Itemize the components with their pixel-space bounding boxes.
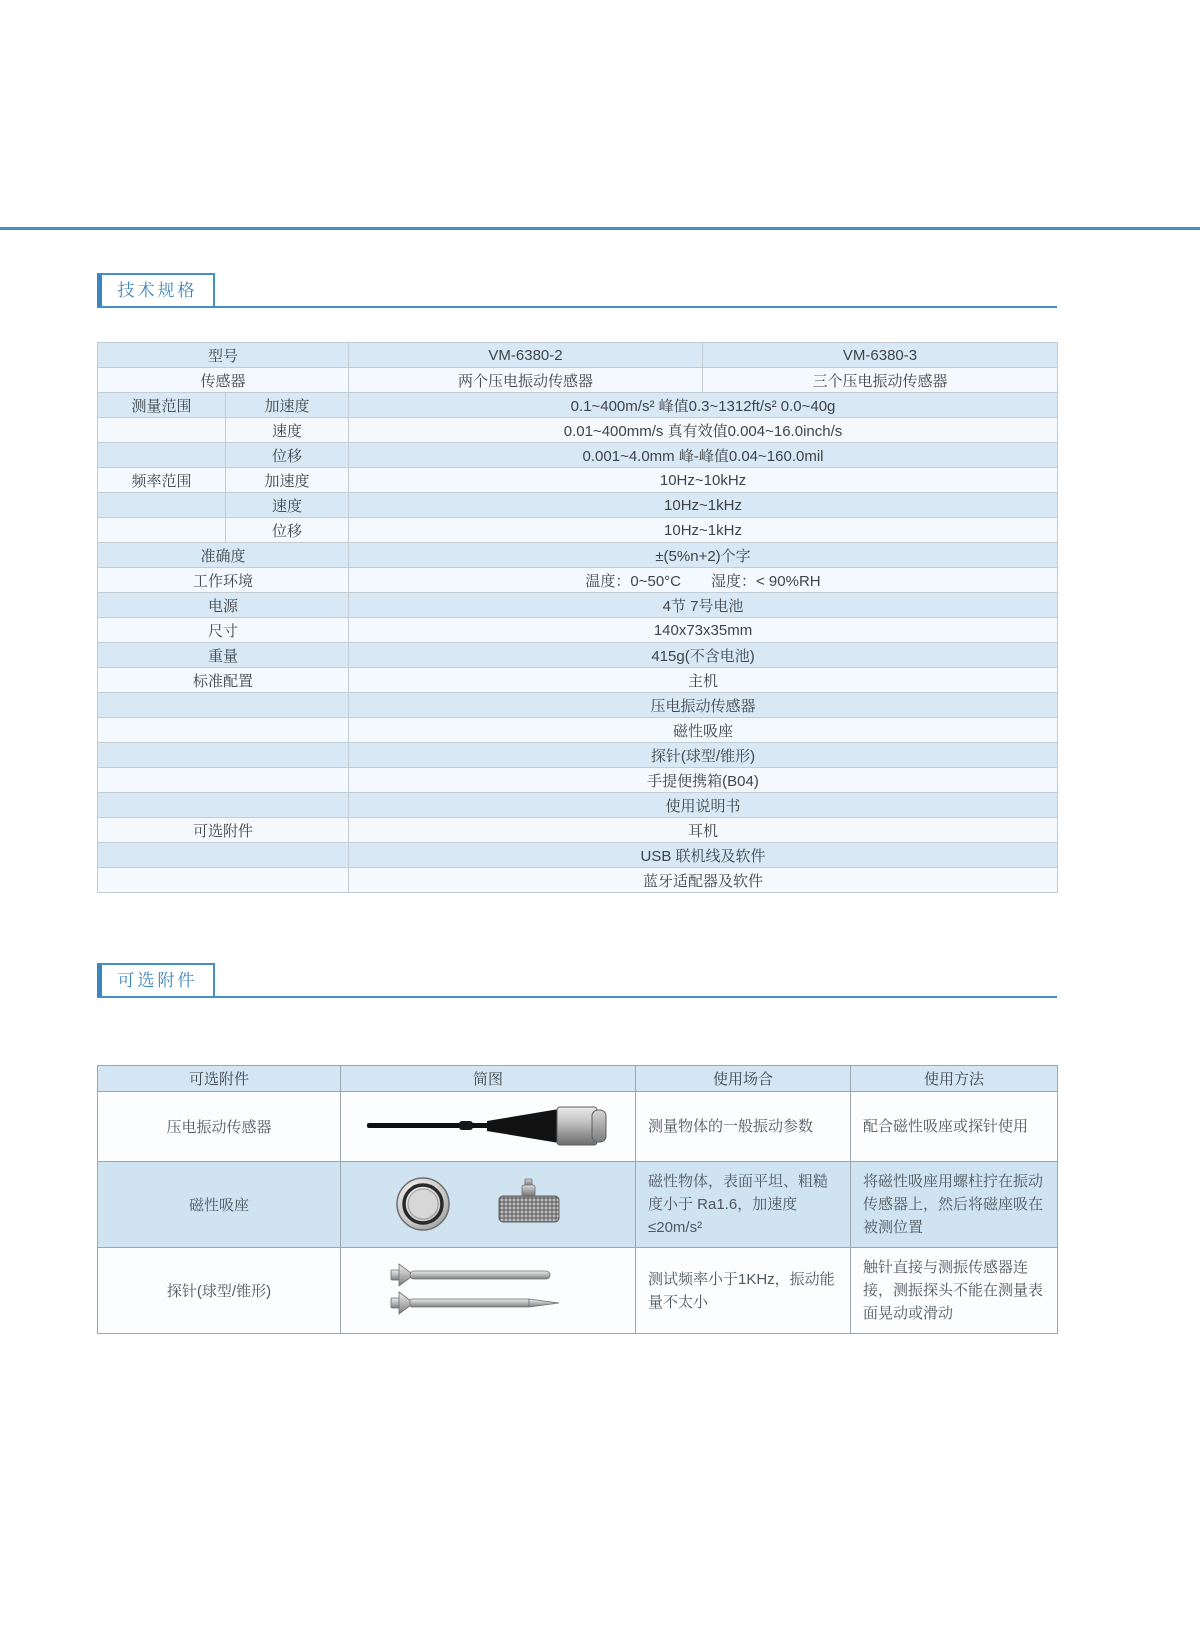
- spec-label: 传感器: [98, 368, 349, 393]
- specs-section-header: [97, 273, 1057, 308]
- spec-label: 准确度: [98, 543, 349, 568]
- accessories-table: [97, 1065, 1058, 1334]
- spec-value: 415g(不含电池): [349, 643, 1058, 668]
- accessory-image-cell: [341, 1162, 636, 1248]
- accessory-row: [98, 1092, 1058, 1162]
- spec-value: 蓝牙适配器及软件: [349, 868, 1058, 893]
- spec-value: ±(5%n+2)个字: [349, 543, 1058, 568]
- spec-row: [98, 418, 1058, 443]
- spec-label: [98, 693, 349, 718]
- piezo-sensor-image: [363, 1097, 613, 1153]
- spec-row: [98, 493, 1058, 518]
- spec-sub-label: 位移: [226, 518, 349, 543]
- spec-value: 0.1~400m/s² 峰值0.3~1312ft/s² 0.0~40g: [349, 393, 1058, 418]
- spec-row: [98, 593, 1058, 618]
- spec-row: [98, 843, 1058, 868]
- spec-model-3: VM-6380-3: [703, 343, 1058, 368]
- spec-label: 电源: [98, 593, 349, 618]
- accessory-scenario: 测试频率小于1KHz，振动能量不太小: [636, 1248, 851, 1334]
- spec-sub-label: 速度: [226, 493, 349, 518]
- spec-group-label: [98, 518, 226, 543]
- accessory-name: 压电振动传感器: [98, 1092, 341, 1162]
- spec-value: 探针(球型/锥形): [349, 743, 1058, 768]
- accessories-header-row: [98, 1066, 1058, 1092]
- spec-value: 磁性吸座: [349, 718, 1058, 743]
- spec-table: [97, 342, 1058, 893]
- spec-row: [98, 768, 1058, 793]
- spec-value: 10Hz~1kHz: [349, 493, 1058, 518]
- spec-row-model: [98, 343, 1058, 368]
- accessory-name: 探针(球型/锥形): [98, 1248, 341, 1334]
- magnetic-base-image: [373, 1171, 603, 1235]
- spec-row: [98, 718, 1058, 743]
- spec-row: [98, 743, 1058, 768]
- acc-header-scenario: 使用场合: [636, 1066, 851, 1092]
- spec-sub-label: 加速度: [226, 468, 349, 493]
- spec-value: 主机: [349, 668, 1058, 693]
- spec-sensor-3: 三个压电振动传感器: [703, 368, 1058, 393]
- spec-row: [98, 618, 1058, 643]
- spec-value: 10Hz~1kHz: [349, 518, 1058, 543]
- accessory-method: 将磁性吸座用螺柱拧在振动传感器上，然后将磁座吸在被测位置: [851, 1162, 1058, 1248]
- spec-group-label: 频率范围: [98, 468, 226, 493]
- spec-value: 0.01~400mm/s 真有效值0.004~16.0inch/s: [349, 418, 1058, 443]
- spec-group-label: 测量范围: [98, 393, 226, 418]
- spec-value: 0.001~4.0mm 峰-峰值0.04~160.0mil: [349, 443, 1058, 468]
- spec-sub-label: 加速度: [226, 393, 349, 418]
- spec-value: 使用说明书: [349, 793, 1058, 818]
- accessories-section-header: [97, 963, 1057, 998]
- spec-label: [98, 743, 349, 768]
- spec-row: [98, 693, 1058, 718]
- spec-label: 工作环境: [98, 568, 349, 593]
- accessory-scenario: 测量物体的一般振动参数: [636, 1092, 851, 1162]
- probes-image: [363, 1256, 613, 1322]
- accessory-scenario: 磁性物体，表面平坦、粗糙度小于 Ra1.6，加速度≤20m/s²: [636, 1162, 851, 1248]
- accessory-image-cell: [341, 1092, 636, 1162]
- spec-row-sensor: [98, 368, 1058, 393]
- accessory-image-cell: [341, 1248, 636, 1334]
- spec-value: 温度：0~50°C 湿度：< 90%RH: [349, 568, 1058, 593]
- spec-group-label: [98, 418, 226, 443]
- accessory-row: [98, 1248, 1058, 1334]
- spec-row: [98, 568, 1058, 593]
- spec-label: 尺寸: [98, 618, 349, 643]
- spec-label: [98, 843, 349, 868]
- acc-header-name: 可选附件: [98, 1066, 341, 1092]
- spec-model-2: VM-6380-2: [349, 343, 703, 368]
- spec-row: [98, 668, 1058, 693]
- spec-label: 标准配置: [98, 668, 349, 693]
- spec-group-label: [98, 493, 226, 518]
- spec-row: [98, 818, 1058, 843]
- specs-section-title: 技术规格: [97, 273, 215, 306]
- accessory-name: 磁性吸座: [98, 1162, 341, 1248]
- spec-value: 耳机: [349, 818, 1058, 843]
- accessory-method: 触针直接与测振传感器连接，测振探头不能在测量表面晃动或滑动: [851, 1248, 1058, 1334]
- spec-row: [98, 443, 1058, 468]
- spec-row: [98, 543, 1058, 568]
- spec-sub-label: 速度: [226, 418, 349, 443]
- acc-header-method: 使用方法: [851, 1066, 1058, 1092]
- spec-label: [98, 718, 349, 743]
- acc-header-image: 简图: [341, 1066, 636, 1092]
- spec-row: [98, 518, 1058, 543]
- spec-sub-label: 位移: [226, 443, 349, 468]
- accessories-section-title: 可选附件: [97, 963, 215, 996]
- spec-row: [98, 643, 1058, 668]
- spec-label: 型号: [98, 343, 349, 368]
- accessory-row: [98, 1162, 1058, 1248]
- spec-sensor-2: 两个压电振动传感器: [349, 368, 703, 393]
- spec-row: [98, 393, 1058, 418]
- spec-value: USB 联机线及软件: [349, 843, 1058, 868]
- spec-value: 10Hz~10kHz: [349, 468, 1058, 493]
- spec-value: 4节 7号电池: [349, 593, 1058, 618]
- spec-group-label: [98, 443, 226, 468]
- spec-label: 可选附件: [98, 818, 349, 843]
- spec-label: [98, 868, 349, 893]
- top-divider-line: [0, 227, 1200, 230]
- spec-value: 压电振动传感器: [349, 693, 1058, 718]
- spec-label: 重量: [98, 643, 349, 668]
- spec-row: [98, 793, 1058, 818]
- spec-value: 手提便携箱(B04): [349, 768, 1058, 793]
- spec-label: [98, 793, 349, 818]
- spec-row: [98, 468, 1058, 493]
- spec-row: [98, 868, 1058, 893]
- accessory-method: 配合磁性吸座或探针使用: [851, 1092, 1058, 1162]
- spec-value: 140x73x35mm: [349, 618, 1058, 643]
- spec-label: [98, 768, 349, 793]
